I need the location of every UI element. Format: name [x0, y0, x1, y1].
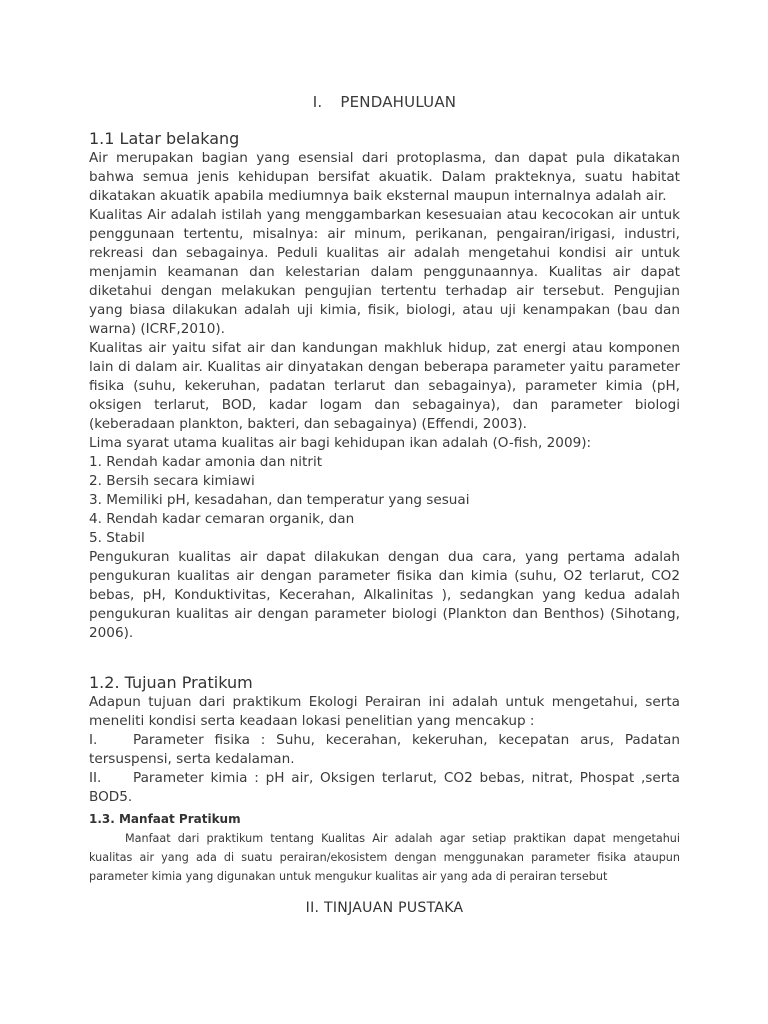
section-1-2-heading: 1.2. Tujuan Pratikum — [89, 673, 253, 692]
roman-numeral: II. — [89, 770, 102, 786]
list-item: 3. Memiliki pH, kesadahan, dan temperatur yang sesuai — [89, 492, 470, 508]
chapter-1-title — [89, 0, 680, 111]
section-1-1-paragraph-2: Kualitas Air adalah istilah yang menggambarkan kesesuaian atau kecocokan air untuk penggunaan tertentu, misalnya: air minum, perikanan, pengairan/irigasi, industri, rekreasi dan sebagainya. Peduli kualitas air adalah mengetahui kondisi air untuk menjamin keamanan dan kelestarian dalam penggunaannya. Kualitas air dapat diketahui dengan melakukan pengujian tertentu terhadap air tersebut. Pengujian yang biasa dilakukan adalah uji kimia, fisik, biologi, atau uji kenampakan (bau dan warna) (ICRF,2010). — [89, 207, 680, 337]
section-1-3-heading: 1.3. Manfaat Pratikum — [89, 812, 241, 826]
chapter-1-heading: PENDAHULUAN — [340, 93, 457, 111]
section-1-1-paragraph-5: Pengukuran kualitas air dapat dilakukan dengan dua cara, yang pertama adalah pengukuran kualitas air dengan parameter fisika dan kimia (suhu, O2 terlarut, CO2 bebas, pH, Konduktivitas, Kecerahan, Alkalinitas ), sedangkan yang kedua adalah pengukuran kualitas air dengan parameter biologi (Plankton dan Benthos) (Sihotang, 2006). — [89, 549, 680, 641]
parameter-item-chemical — [89, 769, 680, 807]
section-1-1-paragraph-4: Lima syarat utama kualitas air bagi kehidupan ikan adalah (O-fish, 2009): — [89, 435, 592, 451]
section-1-3-paragraph: Manfaat dari praktikum tentang Kualitas Air adalah agar setiap praktikan dapat mengetahui kualitas air yang ada di suatu perairan/ekosistem dengan menggunakan parameter fisika ataupun parameter kimia yang digunakan untuk mengukur kualitas air yang ada di perairan tersebut — [89, 832, 680, 883]
section-1-1-paragraph-3: Kualitas air yaitu sifat air dan kandungan makhluk hidup, zat energi atau komponen lain di dalam air. Kualitas air dinyatakan dengan beberapa parameter yaitu parameter fisika (suhu, kekeruhan, padatan terlarut dan sebagainya), parameter kimia (pH, oksigen terlarut, BOD, kadar logam dan sebagainya), dan parameter biologi (keberadaan plankton, bakteri, dan sebagainya) (Effendi, 2003). — [89, 340, 680, 432]
section-1-1-heading: 1.1 Latar belakang — [89, 129, 240, 148]
chapter-1-number: I. — [312, 93, 323, 111]
section-1-1-paragraph-1: Air merupakan bagian yang esensial dari protoplasma, dan dapat pula dikatakan bahwa semua jenis kehidupan bersifat akuatik. Dalam prakteknya, suatu habitat dikatakan akuatik apabila mediumnya baik eksternal maupun internalnya adalah air. — [89, 150, 680, 204]
list-item: 4. Rendah kadar cemaran organik, dan — [89, 511, 355, 527]
parameter-item-physical — [89, 731, 680, 769]
list-item: 5. Stabil — [89, 530, 145, 546]
list-item: 1. Rendah kadar amonia dan nitrit — [89, 454, 323, 470]
chapter-2-title: II. TINJAUAN PUSTAKA — [305, 900, 464, 916]
list-item: 2. Bersih secara kimiawi — [89, 473, 255, 489]
parameter-text: Parameter fisika : Suhu, kecerahan, kekeruhan, kecepatan arus, Padatan tersuspensi, serta kedalaman. — [89, 732, 680, 767]
water-quality-requirements-list — [89, 453, 680, 548]
parameter-text: Parameter kimia : pH air, Oksigen terlarut, CO2 bebas, nitrat, Phospat ,serta BOD5. — [89, 770, 680, 805]
section-1-2-paragraph-1: Adapun tujuan dari praktikum Ekologi Perairan ini adalah untuk mengetahui, serta meneliti kondisi serta keadaan lokasi penelitian yang mencakup : — [89, 694, 680, 729]
roman-numeral: I. — [89, 732, 98, 748]
